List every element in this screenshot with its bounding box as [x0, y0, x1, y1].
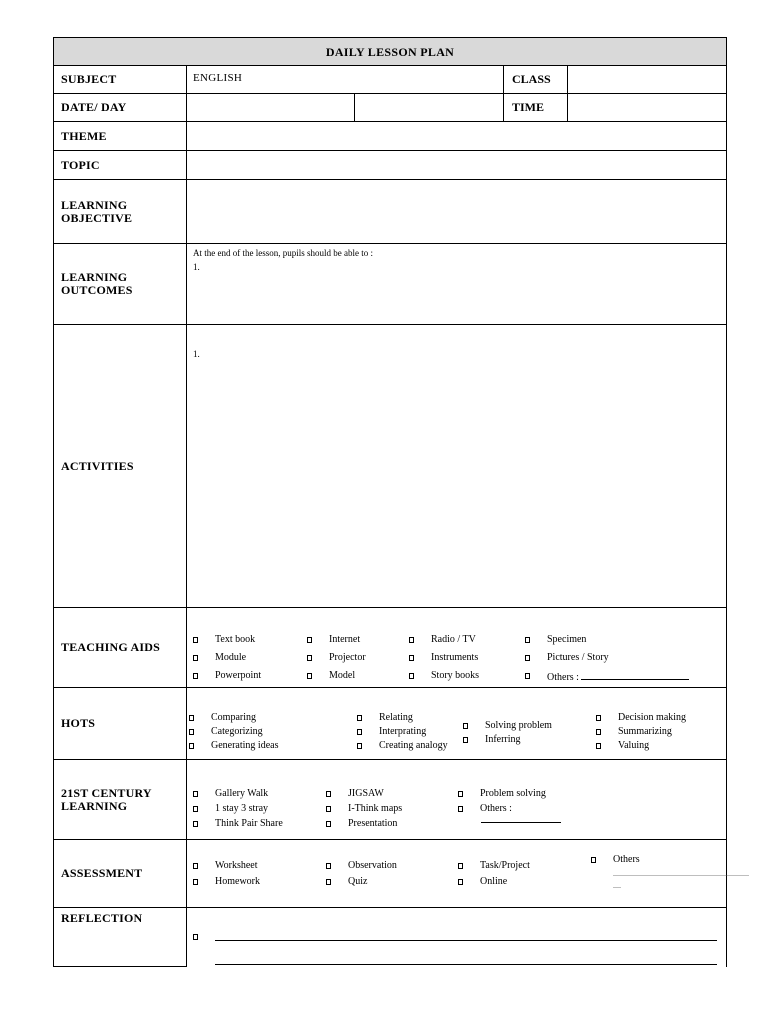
checkbox-icon[interactable] — [463, 723, 468, 729]
outcomes-row — [53, 244, 727, 325]
subject-value: ENGLISH — [193, 72, 243, 84]
reflection-line-1[interactable] — [215, 940, 717, 941]
checkbox-icon[interactable] — [307, 673, 312, 679]
checkbox-icon[interactable] — [596, 743, 601, 749]
checkbox-icon[interactable] — [193, 863, 198, 869]
aid-others-input[interactable] — [581, 670, 689, 680]
subject-label: SUBJECT — [54, 66, 187, 93]
title-row — [53, 37, 727, 66]
checkbox-icon[interactable] — [326, 806, 331, 812]
checkbox-icon[interactable] — [189, 715, 194, 721]
checkbox-icon[interactable] — [193, 879, 198, 885]
activities-item: 1. — [193, 349, 200, 359]
date-row — [53, 94, 727, 122]
day-value-cell[interactable] — [355, 94, 504, 121]
assessment-cell: Worksheet Homework Observation Quiz Task/Project Online Others .................................................................... .... — [187, 840, 726, 907]
theme-row — [53, 122, 727, 151]
reflection-right-border — [726, 908, 727, 967]
checkbox-icon[interactable] — [193, 791, 198, 797]
checkbox-icon[interactable] — [525, 673, 530, 679]
checkbox-icon[interactable] — [193, 806, 198, 812]
century-learning-row — [53, 760, 727, 840]
checkbox-icon[interactable] — [525, 637, 530, 643]
topic-label: TOPIC — [54, 151, 187, 179]
teaching-aids-cell: Text book Internet Radio / TV Specimen Module Projector Instruments Pictures / Story Powerpoint Model Story books Others : — [187, 608, 726, 687]
checkbox-icon[interactable] — [326, 863, 331, 869]
objective-value-cell[interactable] — [187, 180, 726, 243]
checkbox-icon[interactable] — [357, 743, 362, 749]
date-value-cell[interactable] — [187, 94, 355, 121]
assessment-row — [53, 840, 749, 908]
century-learning-label: 21ST CENTURY LEARNING — [54, 760, 187, 839]
checkbox-icon[interactable] — [458, 806, 463, 812]
reflection-line-2[interactable] — [215, 964, 717, 965]
time-label: TIME — [512, 100, 545, 114]
checkbox-icon[interactable] — [525, 655, 530, 661]
checkbox-icon[interactable] — [326, 821, 331, 827]
checkbox-icon[interactable] — [193, 655, 198, 661]
checkbox-icon[interactable] — [357, 729, 362, 735]
theme-label: THEME — [54, 122, 187, 150]
reflection-label-cell — [53, 908, 187, 967]
checkbox-icon[interactable] — [326, 791, 331, 797]
time-label-cell — [504, 94, 568, 121]
activities-label: ACTIVITIES — [54, 325, 187, 607]
activities-value-cell[interactable] — [187, 325, 726, 607]
checkbox-icon[interactable] — [326, 879, 331, 885]
hots-row — [53, 688, 727, 760]
class-label-cell — [504, 66, 568, 93]
checkbox-icon[interactable] — [307, 637, 312, 643]
theme-value-cell[interactable] — [187, 122, 726, 150]
checkbox-icon[interactable] — [463, 737, 468, 743]
page-title: DAILY LESSON PLAN — [325, 45, 455, 59]
topic-value-cell[interactable] — [187, 151, 726, 179]
class-value-cell[interactable] — [568, 66, 726, 93]
checkbox-icon[interactable] — [189, 729, 194, 735]
time-value-cell[interactable] — [568, 94, 726, 121]
checkbox-icon[interactable] — [409, 637, 414, 643]
outcomes-value-cell[interactable] — [187, 244, 726, 324]
c21-others-input[interactable] — [481, 822, 561, 823]
checkbox-icon[interactable] — [307, 655, 312, 661]
checkbox-icon[interactable] — [193, 821, 198, 827]
outcomes-item: 1. — [193, 262, 200, 272]
reflection-label: REFLECTION — [61, 911, 143, 925]
checkbox-icon[interactable] — [193, 637, 198, 643]
teaching-aids-label: TEACHING AIDS — [54, 608, 187, 687]
date-label: DATE/ DAY — [54, 94, 187, 121]
checkbox-icon[interactable] — [596, 715, 601, 721]
outcomes-label: LEARNING OUTCOMES — [54, 244, 187, 324]
assess-others-dots[interactable]: .................................................................... — [613, 869, 749, 878]
activities-row — [53, 325, 727, 608]
assess-others-dots-short: .... — [613, 881, 621, 890]
checkbox-icon[interactable] — [596, 729, 601, 735]
hots-label: HOTS — [54, 688, 187, 759]
checkbox-icon[interactable] — [193, 673, 198, 679]
reflection-row — [53, 908, 727, 967]
hots-cell: Comparing Categorizing Generating ideas Relating Interprating Creating analogy Solving problem Inferring Decision making Summarizing Valuing — [187, 688, 726, 759]
checkbox-icon[interactable] — [458, 879, 463, 885]
teaching-aids-row — [53, 608, 727, 688]
century-learning-cell: Gallery Walk 1 stay 3 stray Think Pair Share JIGSAW I-Think maps Presentation Problem solving Others : — [187, 760, 726, 839]
assessment-label: ASSESSMENT — [54, 840, 187, 907]
objective-label: LEARNING OBJECTIVE — [54, 180, 187, 243]
checkbox-icon[interactable] — [591, 857, 596, 863]
reflection-checkbox[interactable] — [193, 934, 198, 940]
subject-value-cell[interactable] — [187, 66, 504, 93]
class-label: CLASS — [512, 72, 551, 86]
checkbox-icon[interactable] — [409, 673, 414, 679]
checkbox-icon[interactable] — [409, 655, 414, 661]
outcomes-intro: At the end of the lesson, pupils should be able to : — [193, 248, 373, 258]
checkbox-icon[interactable] — [458, 863, 463, 869]
topic-row — [53, 151, 727, 180]
subject-row — [53, 66, 727, 94]
checkbox-icon[interactable] — [458, 791, 463, 797]
checkbox-icon[interactable] — [357, 715, 362, 721]
objective-row — [53, 180, 727, 244]
checkbox-icon[interactable] — [189, 743, 194, 749]
